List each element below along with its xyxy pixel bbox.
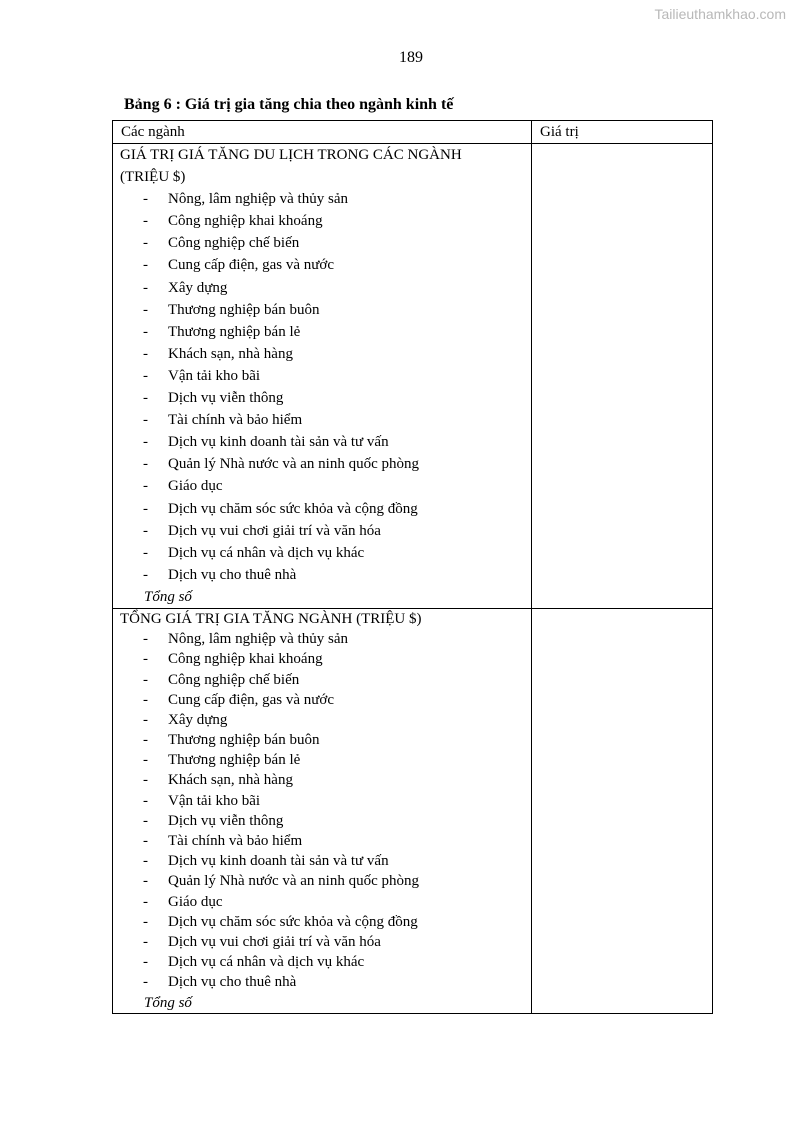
section-tourism-value-cell	[532, 144, 713, 609]
sector-item	[113, 972, 531, 992]
sector-label: Xây dựng	[168, 279, 228, 296]
total-label: Tổng số	[144, 588, 192, 605]
sector-item	[113, 343, 531, 365]
sector-item	[113, 791, 531, 811]
dash-bullet: -	[143, 500, 148, 517]
sector-list	[113, 188, 531, 586]
sector-item	[113, 475, 531, 497]
dash-bullet: -	[143, 691, 148, 708]
dash-bullet: -	[143, 544, 148, 561]
sector-item	[113, 932, 531, 952]
dash-bullet: -	[143, 954, 148, 971]
sector-label: Công nghiệp khai khoáng	[168, 213, 323, 230]
page-number: 189	[399, 49, 423, 66]
sector-item	[113, 277, 531, 299]
sector-label: Khách sạn, nhà hàng	[168, 772, 293, 789]
sector-item	[113, 690, 531, 710]
sector-label: Cung cấp điện, gas và nước	[168, 691, 335, 708]
value-added-table	[112, 120, 713, 1014]
sector-item	[113, 409, 531, 431]
sector-label: Thương nghiệp bán lẻ	[168, 752, 301, 769]
sector-item	[113, 892, 531, 912]
dash-bullet: -	[143, 732, 148, 749]
sector-item	[113, 710, 531, 730]
sector-label: Công nghiệp chế biến	[168, 235, 300, 252]
dash-bullet: -	[143, 412, 148, 429]
sector-item	[113, 811, 531, 831]
sector-item	[113, 321, 531, 343]
dash-bullet: -	[143, 257, 148, 274]
sector-label: Dịch vụ cá nhân và dịch vụ khác	[168, 954, 365, 971]
sector-item	[113, 851, 531, 871]
sector-label: Giáo dục	[168, 893, 223, 910]
dash-bullet: -	[143, 853, 148, 870]
sector-label: Khách sạn, nhà hàng	[168, 345, 293, 362]
sector-item	[113, 730, 531, 750]
header-sectors: Các ngành	[113, 121, 532, 144]
sector-label: Giáo dục	[168, 478, 223, 495]
dash-bullet: -	[143, 456, 148, 473]
sector-label: Công nghiệp khai khoáng	[168, 651, 323, 668]
sector-item	[113, 912, 531, 932]
section-heading: TỔNG GIÁ TRỊ GIA TĂNG NGÀNH (TRIỆU $)	[120, 610, 422, 627]
sector-list	[113, 629, 531, 992]
sector-label: Nông, lâm nghiệp và thủy sản	[168, 631, 348, 648]
sector-label: Tài chính và bảo hiểm	[168, 833, 303, 850]
sector-label: Dịch vụ viễn thông	[168, 812, 284, 829]
dash-bullet: -	[143, 235, 148, 252]
sector-item	[113, 520, 531, 542]
sector-label: Dịch vụ chăm sóc sức khỏa và cộng đồng	[168, 500, 418, 517]
sector-item	[113, 498, 531, 520]
dash-bullet: -	[143, 522, 148, 539]
dash-bullet: -	[143, 390, 148, 407]
dash-bullet: -	[143, 478, 148, 495]
dash-bullet: -	[143, 671, 148, 688]
dash-bullet: -	[143, 873, 148, 890]
sector-item	[113, 365, 531, 387]
section-total-row	[113, 608, 713, 1013]
section-tourism-row	[113, 144, 713, 609]
sector-label: Dịch vụ cho thuê nhà	[168, 974, 297, 991]
dash-bullet: -	[143, 833, 148, 850]
dash-bullet: -	[143, 812, 148, 829]
sector-item	[113, 770, 531, 790]
sector-item	[113, 871, 531, 891]
sector-item	[113, 649, 531, 669]
sector-label: Quản lý Nhà nước và an ninh quốc phòng	[168, 456, 420, 473]
dash-bullet: -	[143, 434, 148, 451]
sector-item	[113, 431, 531, 453]
dash-bullet: -	[143, 913, 148, 930]
dash-bullet: -	[143, 933, 148, 950]
sector-item	[113, 210, 531, 232]
dash-bullet: -	[143, 631, 148, 648]
sector-item	[113, 629, 531, 649]
section-total-sectors-cell	[113, 608, 532, 1013]
watermark: Tailieuthamkhao.com	[654, 6, 786, 22]
sector-item	[113, 299, 531, 321]
sector-label: Cung cấp điện, gas và nước	[168, 257, 335, 274]
sector-item	[113, 564, 531, 586]
table-title: Bảng 6 : Giá trị gia tăng chia theo ngành kinh tế	[124, 96, 454, 113]
dash-bullet: -	[143, 893, 148, 910]
sector-label: Quản lý Nhà nước và an ninh quốc phòng	[168, 873, 420, 890]
sector-label: Tài chính và bảo hiểm	[168, 412, 303, 429]
dash-bullet: -	[143, 566, 148, 583]
section-heading-unit: (TRIỆU $)	[120, 169, 186, 186]
dash-bullet: -	[143, 711, 148, 728]
header-value: Giá trị	[532, 121, 713, 144]
dash-bullet: -	[143, 323, 148, 340]
sector-label: Thương nghiệp bán buôn	[168, 301, 320, 318]
sector-label: Dịch vụ cá nhân và dịch vụ khác	[168, 544, 365, 561]
sector-label: Vận tải kho bãi	[168, 367, 261, 384]
dash-bullet: -	[143, 279, 148, 296]
sector-item	[113, 254, 531, 276]
sector-label: Thương nghiệp bán lẻ	[168, 323, 301, 340]
sector-label: Dịch vụ kinh doanh tài sản và tư vấn	[168, 434, 389, 451]
sector-item	[113, 387, 531, 409]
dash-bullet: -	[143, 345, 148, 362]
sector-item	[113, 188, 531, 210]
sector-label: Công nghiệp chế biến	[168, 671, 300, 688]
dash-bullet: -	[143, 752, 148, 769]
table-header-row	[113, 121, 713, 144]
dash-bullet: -	[143, 301, 148, 318]
dash-bullet: -	[143, 191, 148, 208]
sector-label: Dịch vụ vui chơi giải trí và văn hóa	[168, 933, 381, 950]
sector-item	[113, 952, 531, 972]
sector-label: Nông, lâm nghiệp và thủy sản	[168, 191, 348, 208]
sector-label: Dịch vụ vui chơi giải trí và văn hóa	[168, 522, 381, 539]
sector-item	[113, 670, 531, 690]
sector-label: Thương nghiệp bán buôn	[168, 732, 320, 749]
dash-bullet: -	[143, 213, 148, 230]
sector-item	[113, 453, 531, 475]
dash-bullet: -	[143, 651, 148, 668]
sector-label: Xây dựng	[168, 711, 228, 728]
section-total-value-cell	[532, 608, 713, 1013]
section-tourism-sectors-cell	[113, 144, 532, 609]
dash-bullet: -	[143, 772, 148, 789]
dash-bullet: -	[143, 792, 148, 809]
sector-item	[113, 831, 531, 851]
total-label: Tổng số	[144, 994, 192, 1011]
sector-label: Dịch vụ kinh doanh tài sản và tư vấn	[168, 853, 389, 870]
section-heading: GIÁ TRỊ GIÁ TĂNG DU LỊCH TRONG CÁC NGÀNH	[120, 147, 462, 163]
dash-bullet: -	[143, 367, 148, 384]
sector-item	[113, 232, 531, 254]
sector-item	[113, 542, 531, 564]
sector-item	[113, 750, 531, 770]
sector-label: Vận tải kho bãi	[168, 792, 261, 809]
sector-label: Dịch vụ cho thuê nhà	[168, 566, 297, 583]
sector-label: Dịch vụ chăm sóc sức khỏa và cộng đồng	[168, 913, 418, 930]
sector-label: Dịch vụ viễn thông	[168, 390, 284, 407]
dash-bullet: -	[143, 974, 148, 991]
